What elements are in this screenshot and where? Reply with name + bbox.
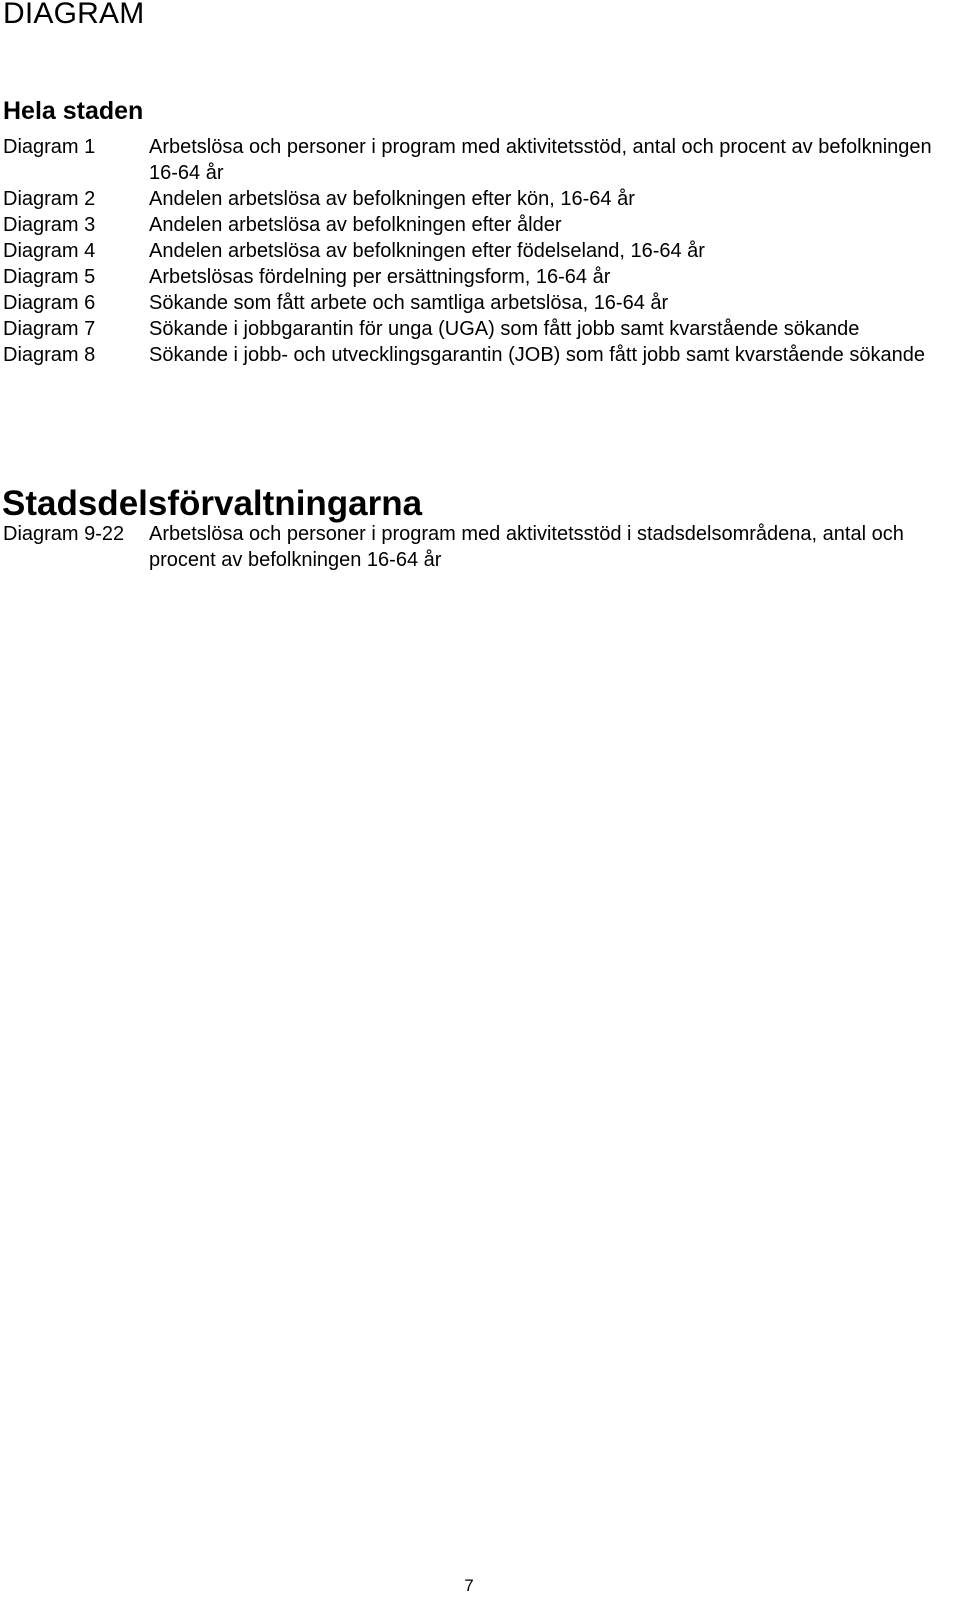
section-heading-hela-staden: Hela staden <box>3 97 144 125</box>
list-item-diagram-8 <box>3 342 953 368</box>
list-item-diagram-1 <box>3 134 953 186</box>
diagram-list-stadsdelsforvaltningarna <box>3 521 953 573</box>
page-title: DIAGRAM <box>3 0 145 30</box>
page-number: 7 <box>464 1576 474 1595</box>
diagram-number: Diagram 2 <box>3 188 96 210</box>
diagram-description: Arbetslösa och personer i program med aktivitetsstöd, antal och procent av befolkningen 16-64 år <box>149 136 932 184</box>
list-item-diagram-7 <box>3 316 953 342</box>
diagram-number: Diagram 7 <box>3 318 96 340</box>
list-item-diagram-5 <box>3 264 953 290</box>
diagram-description: Arbetslösa och personer i program med aktivitetsstöd i stadsdelsområdena, antal och procent av befolkningen 16-64 år <box>149 523 904 571</box>
list-item-diagram-6 <box>3 290 953 316</box>
list-item-diagram-3 <box>3 212 953 238</box>
diagram-description: Andelen arbetslösa av befolkningen efter kön, 16-64 år <box>149 188 635 210</box>
diagram-number: Diagram 3 <box>3 214 96 236</box>
diagram-description: Arbetslösas fördelning per ersättningsform, 16-64 år <box>149 266 611 288</box>
diagram-description: Sökande i jobbgarantin för unga (UGA) som fått jobb samt kvarstående sökande <box>149 318 860 340</box>
diagram-number: Diagram 6 <box>3 292 96 314</box>
list-item-diagram-2 <box>3 186 953 212</box>
diagram-description: Andelen arbetslösa av befolkningen efter födelseland, 16-64 år <box>149 240 705 262</box>
diagram-description: Sökande i jobb- och utvecklingsgarantin (JOB) som fått jobb samt kvarstående sökande <box>149 344 925 366</box>
list-item-diagram-4 <box>3 238 953 264</box>
diagram-number: Diagram 9-22 <box>3 523 125 545</box>
diagram-description: Sökande som fått arbete och samtliga arbetslösa, 16-64 år <box>149 292 669 314</box>
diagram-description: Andelen arbetslösa av befolkningen efter ålder <box>149 214 562 236</box>
diagram-list-hela-staden <box>3 134 953 368</box>
section-heading-stadsdelsforvaltningarna: Stadsdelsförvaltningarna <box>2 484 423 523</box>
diagram-number: Diagram 5 <box>3 266 96 288</box>
diagram-number: Diagram 4 <box>3 240 96 262</box>
diagram-number: Diagram 1 <box>3 136 96 158</box>
list-item-diagram-9-22 <box>3 521 953 573</box>
diagram-number: Diagram 8 <box>3 344 96 366</box>
